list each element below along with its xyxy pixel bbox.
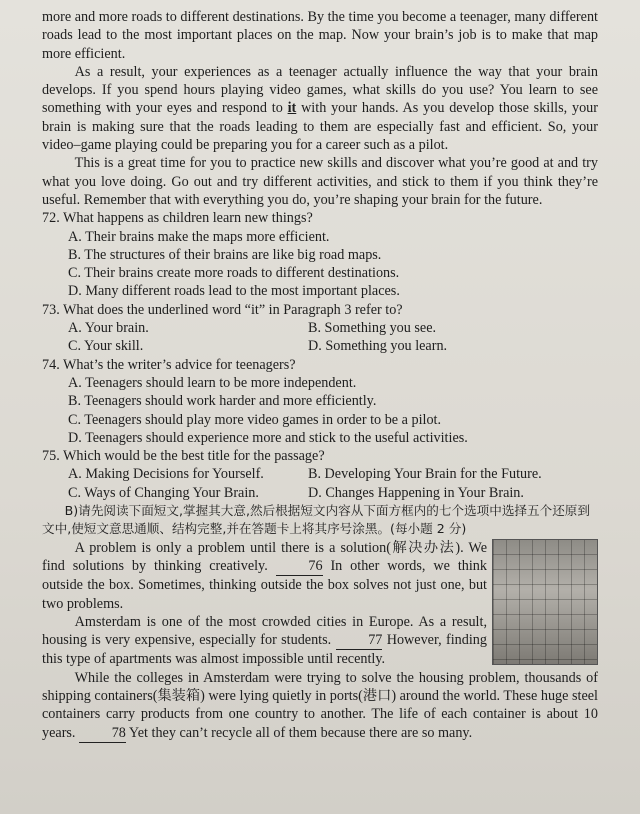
passage-b-paragraph-2 xyxy=(42,613,487,669)
q73-option-c: C. Your skill. xyxy=(68,338,144,355)
question-73-stem: 73. What does the underlined word “it” in Paragraph 3 refer to? xyxy=(42,301,403,318)
p2-before: As a result, your experiences as a teenager actually influence the way that your brain develops. If you spend hours playing video games, what skills do you use? You learn to see something with your eyes and respond to xyxy=(42,63,598,117)
passage-a-paragraph-1: more and more roads to different destinations. By the time you become a teenager, many different roads lead to the most important places on the map. Now your brain’s job is to make that map more efficient. xyxy=(42,9,598,62)
q73-options-row-1 xyxy=(68,319,598,337)
pb2-text-b: However, finding this type of apartments was almost impossible until recently. xyxy=(42,632,487,668)
pb3-text-b: Yet they can’t recycle all of them because there are so many. xyxy=(125,724,473,741)
question-74-stem: 74. What’s the writer’s advice for teenagers? xyxy=(42,356,296,373)
q73-options-row-2 xyxy=(68,337,598,355)
pb1-text-b: In other words, we think outside the box. Sometimes, thinking outside the box solves not just one, but two problems. xyxy=(42,557,487,612)
passage-a-paragraph-2 xyxy=(42,63,598,154)
q73-option-a: A. Your brain. xyxy=(68,320,149,337)
q73-option-d: D. Something you learn. xyxy=(308,338,448,355)
q75-option-d: D. Changes Happening in Your Brain. xyxy=(308,484,524,501)
q75-option-a: A. Making Decisions for Yourself. xyxy=(68,466,264,483)
blank-77[interactable]: 77 xyxy=(336,631,383,650)
q74-option-d: D. Teenagers should experience more and stick to the useful activities. xyxy=(68,429,468,446)
passage-b-paragraph-3 xyxy=(42,669,598,743)
blank-78[interactable]: 78 xyxy=(79,724,126,743)
section-b-instruction: B)请先阅读下面短文,掌握其大意,然后根据短文内容从下面方框内的七个选项中选择五个还原到文中,使短文意思通顺、结构完整,并在答题卡上将其序号涂黑。(每小题 2 分) xyxy=(42,503,590,537)
q72-option-a: A. Their brains make the maps more efficient. xyxy=(68,228,330,245)
p2-after: with your hands. As you develop those skills, your brain is making sure that the roads leading to them are especially fast and efficient. So, your video–game playing could be preparing you for a career such as a pilot. xyxy=(42,100,598,154)
question-75-stem: 75. Which would be the best title for the passage? xyxy=(42,448,325,465)
pb3-text-a: While the colleges in Amsterdam were trying to solve the housing problem, thousands of shipping containers(集装箱) were lying quietly in ports(港口) around the world. These huge steel containers carry products from one country to another. The life of each container is about 10 years. xyxy=(42,669,598,741)
passage-a-paragraph-3: This is a great time for you to practice new skills and discover what you’re good at and try what you love doing. Go out and try different activities, and stick to them if you think they’re useful. Remember that with everything you do, you’re shaping your brain for the future. xyxy=(42,155,598,208)
q74-option-c: C. Teenagers should play more video games in order to be a pilot. xyxy=(68,411,442,428)
q72-option-b: B. The structures of their brains are like big road maps. xyxy=(68,246,382,263)
question-72-stem: 72. What happens as children learn new things? xyxy=(42,210,313,227)
q74-option-a: A. Teenagers should learn to be more independent. xyxy=(68,374,357,391)
q75-options-row-1 xyxy=(68,465,598,483)
passage-b-paragraph-1 xyxy=(42,539,487,613)
passage-b xyxy=(42,539,598,743)
q75-option-b: B. Developing Your Brain for the Future. xyxy=(308,466,542,483)
pb2-text-a: Amsterdam is one of the most crowded cities in Europe. As a result, housing is very expensive, especially for students. xyxy=(42,613,487,649)
underlined-word-it: it xyxy=(287,100,297,117)
q72-option-d: D. Many different roads lead to the most important places. xyxy=(68,283,400,300)
q73-option-b: B. Something you see. xyxy=(308,320,437,337)
blank-76[interactable]: 76 xyxy=(276,557,323,576)
q72-option-c: C. Their brains create more roads to different destinations. xyxy=(68,265,400,282)
q75-options-row-2 xyxy=(68,484,598,502)
pb1-text-a: A problem is only a problem until there is a solution(解决办法). We find solutions by thinking creatively. xyxy=(42,539,487,574)
q74-option-b: B. Teenagers should work harder and more efficiently. xyxy=(68,393,377,410)
q75-option-c: C. Ways of Changing Your Brain. xyxy=(68,484,259,501)
container-housing-photo xyxy=(492,539,598,665)
